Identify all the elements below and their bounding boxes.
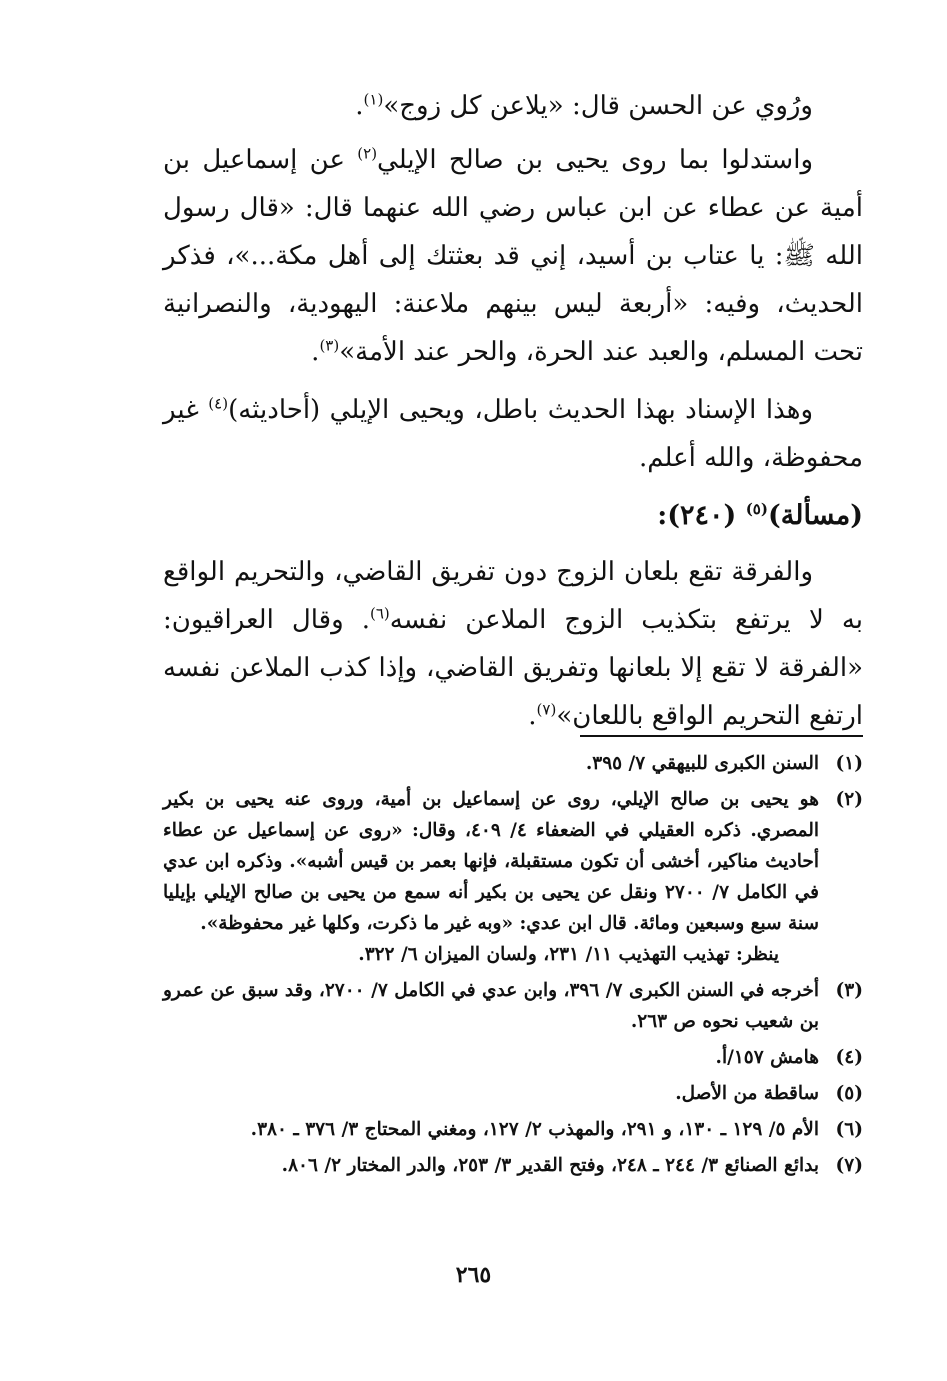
paragraph-1	[163, 82, 863, 130]
paragraph-4	[163, 548, 863, 740]
footnote-ref-1: (١)	[363, 90, 384, 109]
paragraph-4-end: .	[528, 701, 537, 731]
footnote-text: السنن الكبرى للبيهقي ٧/ ٣٩٥.	[585, 753, 819, 774]
heading-label: (مسألة)	[767, 500, 863, 531]
footnote-text: الأم ٥/ ١٢٩ ـ ١٣٠، و ٢٩١، والمهذب ٢/ ١٢٧، ومغني المحتاج ٣/ ٣٧٦ ـ ٣٨٠.	[250, 1119, 819, 1140]
footnotes	[163, 748, 863, 1186]
footnote-number: (٣)	[835, 980, 863, 1001]
footnote	[163, 975, 863, 1037]
paragraph-3-text-b: غير محفوظة، والله أعلم.	[163, 395, 863, 473]
footnote	[163, 1150, 863, 1181]
paragraph-4-text-a: والفرقة تقع بلعان الزوج دون تفريق القاضي، والتحريم الواقع به لا يرتفع بتكذيب الزوج الملاعن نفسه	[163, 557, 863, 635]
paragraph-1-text: ورُوي عن الحسن قال: «يلاعن كل زوج»	[383, 91, 813, 121]
footnote	[163, 1114, 863, 1145]
section-heading	[163, 492, 863, 540]
footnote	[163, 748, 863, 779]
paragraph-2-text-b: عن إسماعيل بن أمية عن عطاء عن ابن عباس رضي الله عنهما قال: «قال رسول الله ﷺ: يا عتاب بن أسيد، إني قد بعثتك إلى أهل مكة...»، فذكر الحديث، وفيه: «أربعة ليس بينهم ملاعنة: اليهودية، والنصرانية تحت المسلم، والعبد عند الحرة، والحر عند الأمة»	[163, 145, 863, 367]
footnote-text: ساقطة من الأصل.	[675, 1083, 819, 1104]
paragraph-3-text-a: وهذا الإسناد بهذا الحديث باطل، ويحيى الإيلي (أحاديثه)	[228, 395, 813, 425]
heading-number: (٢٤٠):	[657, 500, 746, 531]
footnote	[163, 1078, 863, 1109]
footnote-separator	[580, 735, 863, 737]
paragraph-4-text-b: . وقال العراقيون: «الفرقة لا تقع إلا بلعانها وتفريق القاضي، وإذا كذب الملاعن نفسه ارتفع التحريم الواقع باللعان»	[163, 605, 863, 731]
footnote-text: هو يحيى بن صالح الإيلي، روى عن إسماعيل بن أمية، وروى عنه يحيى بن بكير المصري. ذكره العقيلي في الضعفاء ٤/ ٤٠٩، وقال: «روى عن إسماعيل عن عطاء أحاديث مناكير، أخشى أن تكون مستقبلة، فإنها بعمر بن قيس أشبه». وذكره ابن عدي في الكامل ٧/ ٢٧٠٠ ونقل عن يحيى بن بكير أنه سمع من يحيى بن صالح الإيلي بإيليا سنة سبع وسبعين ومائة. قال ابن عدي: «وبه غير ما ذكرت، وكلها غير محفوظة».	[163, 789, 820, 934]
footnote-number: (١)	[835, 753, 863, 774]
footnote-text: هامش ١٥٧/أ.	[715, 1047, 819, 1068]
footnote	[163, 1042, 863, 1073]
footnote-ref-7: (٧)	[536, 700, 557, 719]
main-text	[163, 82, 863, 750]
footnote-number: (٦)	[835, 1119, 863, 1140]
paragraph-2-end: .	[311, 337, 320, 367]
footnote	[163, 784, 863, 970]
footnote-number: (٥)	[835, 1083, 863, 1104]
footnote-text: أخرجه في السنن الكبرى ٧/ ٣٩٦، وابن عدي في الكامل ٧/ ٢٧٠٠، وقد سبق عن عمرو بن شعيب نحوه ص ٢٦٣.	[163, 980, 819, 1032]
footnote-number: (٤)	[835, 1047, 863, 1068]
footnote-ref-4: (٤)	[208, 394, 229, 413]
paragraph-1-end: .	[355, 91, 364, 121]
footnote-ref-3: (٣)	[319, 336, 340, 355]
page-number: ٢٦٥	[455, 1262, 492, 1288]
paragraph-2	[163, 136, 863, 376]
footnote-number: (٧)	[835, 1155, 863, 1176]
footnote-ref-6: (٦)	[369, 604, 390, 623]
footnote-ref-2: (٢)	[357, 144, 378, 163]
paragraph-3	[163, 386, 863, 482]
footnote-ref-5: (٥)	[745, 500, 768, 518]
footnote-text: بدائع الصنائع ٣/ ٢٤٤ ـ ٢٤٨، وفتح القدير ٣/ ٢٥٣، والدر المختار ٢/ ٨٠٦.	[281, 1155, 819, 1176]
footnote-sub-text: ينظر: تهذيب التهذيب ١١/ ٢٣١، ولسان الميزان ٦/ ٣٢٢.	[358, 944, 779, 965]
footnote-number: (٢)	[835, 789, 863, 810]
footnote-body	[163, 784, 819, 970]
paragraph-2-text-a: واستدلوا بما روى يحيى بن صالح الإيلي	[377, 145, 813, 175]
